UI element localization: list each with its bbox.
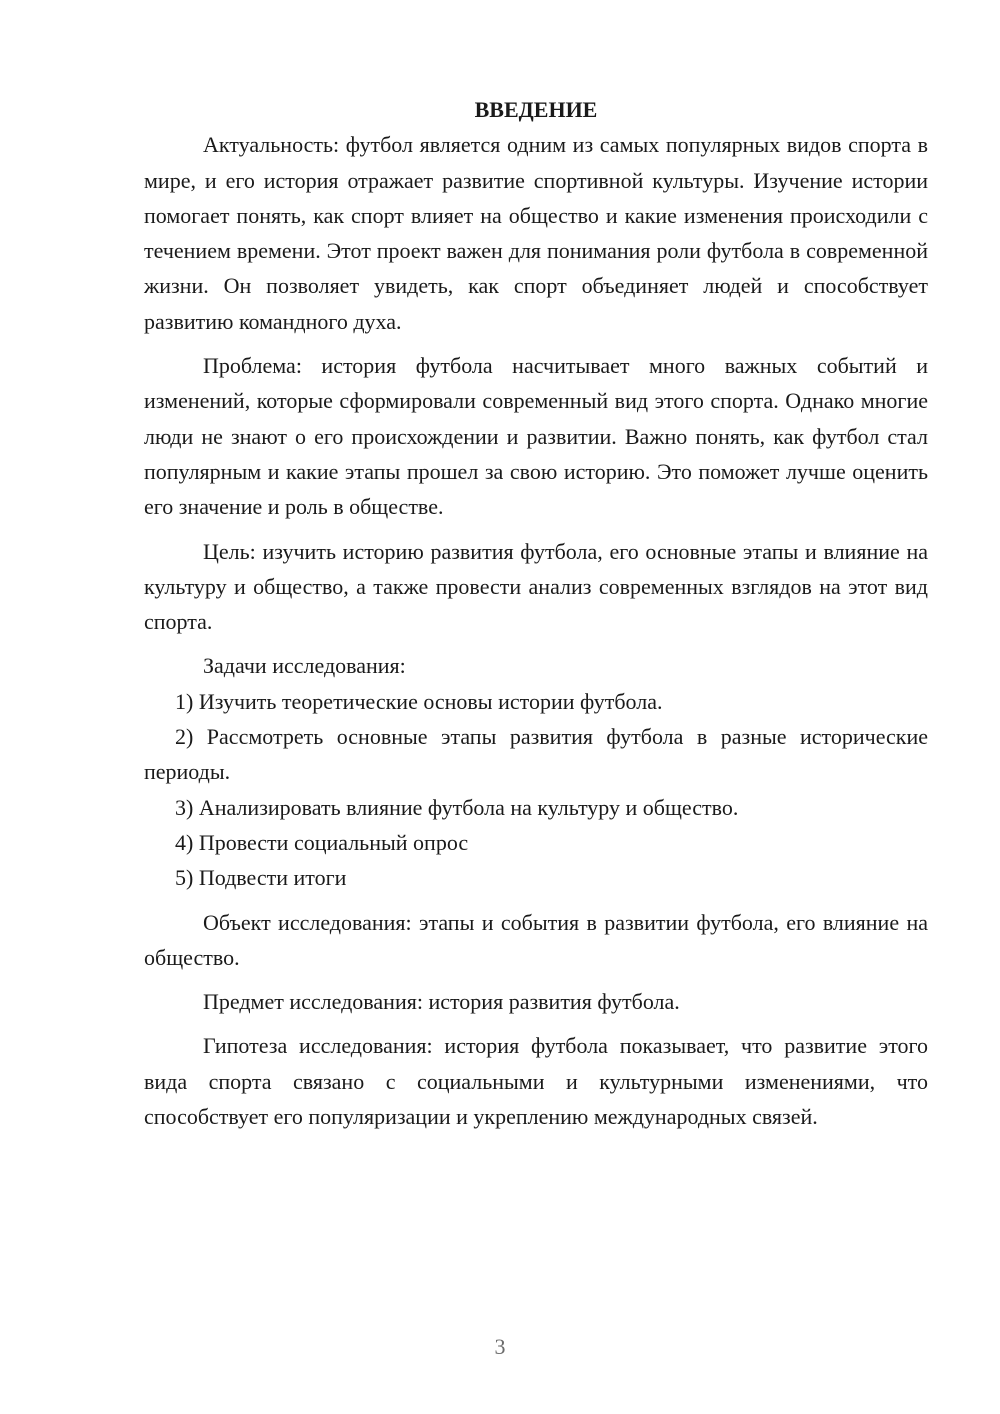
tasks-title: Задачи исследования:	[203, 653, 406, 679]
paragraph-hypothesis: Гипотеза исследования: история футбола показывает, что развитие этого вида спорта связано с социальными и культурными изменениями, что способствует его популяризации и укреплению международных связей.	[144, 1033, 928, 1130]
task-item-5: 5) Подвести итоги	[175, 865, 347, 891]
page-content	[144, 92, 928, 1134]
task-item-3: 3) Анализировать влияние футбола на культуру и общество.	[175, 794, 739, 820]
paragraph-relevance: Актуальность: футбол является одним из самых популярных видов спорта в мире, и его история отражает развитие спортивной культуры. Изучение истории помогает понять, как спорт влияет на общество и какие изменения происходили с течением времени. Этот проект важен для понимания роли футбола в современной жизни. Он позволяет увидеть, как спорт объединяет людей и способствует развитию командного духа.	[144, 132, 928, 334]
page-number: 3	[494, 1334, 506, 1359]
paragraph-goal: Цель: изучить историю развития футбола, его основные этапы и влияние на культуру и общество, а также провести анализ современных взглядов на этот вид спорта.	[144, 538, 928, 635]
section-heading: ВВЕДЕНИЕ	[474, 97, 598, 122]
task-item-4: 4) Провести социальный опрос	[175, 829, 469, 855]
task-item-2: 2) Рассмотреть основные этапы развития футбола в разные исторические периоды.	[144, 724, 928, 785]
paragraph-problem: Проблема: история футбола насчитывает много важных событий и изменений, которые сформировали современный вид этого спорта. Однако многие люди не знают о его происхождении и развитии. Важно понять, как футбол стал популярным и какие этапы прошел за свою историю. Это поможет лучше оценить его значение и роль в обществе.	[144, 353, 928, 520]
paragraph-subject: Предмет исследования: история развития футбола.	[203, 989, 680, 1015]
paragraph-object: Объект исследования: этапы и события в развитии футбола, его влияние на общество.	[144, 909, 928, 970]
task-item-1: 1) Изучить теоретические основы истории футбола.	[175, 688, 663, 714]
